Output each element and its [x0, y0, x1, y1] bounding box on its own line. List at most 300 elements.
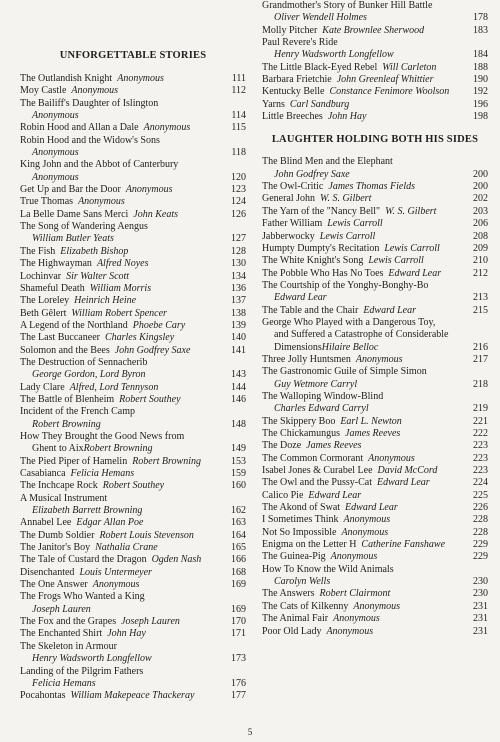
toc-entry-line [20, 258, 246, 270]
toc-entry-line [262, 169, 488, 181]
entry-page-number: 136 [231, 282, 246, 294]
toc-entry-line [20, 308, 246, 320]
entry-page-number: 198 [473, 111, 488, 123]
entry-title: The Bailiff's Daughter of Islington [20, 97, 159, 109]
entry-author: Anonymous [92, 579, 140, 591]
entry-author: Constance Fenimore Woolson [329, 86, 450, 98]
entry-page-number: 221 [473, 415, 488, 427]
entry-page-number: 183 [473, 24, 488, 36]
entry-page-number: 208 [473, 230, 488, 242]
toc-entry-line [20, 172, 246, 184]
entry-title: The Animal Fair [262, 613, 329, 625]
entry-title: Little Breeches [262, 111, 323, 123]
toc-entry-line [20, 135, 246, 147]
toc-entry-line [20, 233, 246, 245]
entry-title: Humpty Dumpty's Recitation [262, 242, 380, 254]
entry-author: Anonymous [32, 171, 79, 183]
entry-author: Charles Kingsley [104, 332, 175, 344]
entry-title: Father William [262, 218, 323, 230]
entry-page-number: 230 [473, 576, 488, 588]
toc-entry-line [20, 159, 246, 171]
entry-title: Disenchanted [20, 566, 75, 578]
entry-author: Henry Wadsworth Longfellow [274, 49, 394, 61]
entry-page-number: 217 [473, 353, 488, 365]
toc-entry-line [262, 317, 488, 329]
toc-entry-line [262, 280, 488, 292]
entry-author: Henry Wadsworth Longfellow [32, 653, 152, 665]
toc-entry-line [262, 62, 488, 74]
entry-page-number: 216 [473, 341, 488, 353]
entry-page-number: 206 [473, 218, 488, 230]
entry-author: Anonymous [355, 353, 403, 365]
entry-page-number: 226 [473, 502, 488, 514]
entry-author: Anonymous [32, 110, 79, 122]
entry-page-number: 123 [231, 184, 246, 196]
entry-title: Paul Revere's Ride [262, 37, 338, 49]
entry-page-number: 200 [473, 168, 488, 180]
toc-entry-line [262, 12, 488, 24]
entry-title: How To Know the Wild Animals [262, 563, 394, 575]
toc-entry-line [262, 218, 488, 230]
entry-title: Robin Hood and Allan a Dale [20, 122, 139, 134]
section-heading-laughter: LAUGHTER HOLDING BOTH HIS SIDES [271, 134, 479, 146]
entry-page-number: 126 [231, 208, 246, 220]
entry-title: Poor Old Lady [262, 625, 322, 637]
entry-page-number: 114 [231, 110, 246, 122]
entry-title: Not So Impossible [262, 526, 337, 538]
toc-entry-line [262, 514, 488, 526]
entry-title: General John [262, 193, 316, 205]
toc-entry-line [20, 345, 246, 357]
toc-entry-line [20, 579, 246, 591]
entry-author: Anonymous [368, 452, 415, 464]
entry-page-number: 190 [473, 74, 488, 86]
entry-title: Enigma on the Letter H [262, 539, 357, 551]
toc-entry-line [262, 527, 488, 539]
toc-entry-line [262, 613, 488, 625]
entry-page-number: 120 [231, 171, 246, 183]
entry-list-continued [262, 0, 488, 123]
entry-title: I Sometimes Think [262, 514, 339, 526]
toc-entry-line [20, 690, 246, 702]
entry-title: The Little Black-Eyed Rebel [262, 61, 378, 73]
entry-author: Sir Walter Scott [66, 270, 130, 282]
toc-entry-line [20, 246, 246, 258]
toc-entry-line [262, 502, 488, 514]
entry-author: Oliver Wendell Holmes [274, 12, 367, 24]
toc-entry-line [20, 332, 246, 344]
toc-entry-line [262, 601, 488, 613]
toc-entry-line [262, 342, 488, 354]
entry-title: Three Jolly Huntsmen [262, 353, 351, 365]
toc-entry-line [262, 292, 488, 304]
entry-page-number: 128 [231, 245, 246, 257]
entry-author: Elizabeth Bishop [60, 245, 129, 257]
toc-entry-line [20, 271, 246, 283]
entry-title: The Outlandish Knight [20, 73, 113, 84]
toc-entry-line [20, 517, 246, 529]
entry-author: Anonymous [333, 613, 380, 625]
entry-title: Yarns [262, 98, 285, 110]
toc-entry-line [20, 221, 246, 233]
entry-author: Robert Southey [102, 480, 165, 492]
entry-page-number: 170 [231, 616, 246, 628]
section-heading-unforgettable: UNFORGETTABLE STORIES [59, 50, 207, 61]
entry-page-number: 149 [231, 443, 246, 455]
entry-author: Robert Browning [83, 443, 153, 455]
entry-page-number: 138 [231, 307, 246, 319]
entry-page-number: 228 [473, 514, 488, 526]
toc-entry-line [262, 465, 488, 477]
toc-entry-line [262, 243, 488, 255]
toc-entry-line [262, 86, 488, 98]
entry-author: Robert Southey [119, 393, 181, 405]
entry-page-number: 159 [231, 468, 246, 479]
entry-author: Joseph Lauren [32, 603, 91, 615]
toc-entry-line [20, 406, 246, 418]
entry-page-number: 112 [231, 85, 246, 97]
entry-author: Anonymous [32, 147, 79, 159]
entry-page-number: 164 [231, 529, 246, 541]
entry-title: Barbara Frietchie [262, 74, 332, 86]
entry-author: Robert Louis Stevenson [99, 529, 194, 541]
entry-title: The Tale of Custard the Dragon [20, 554, 147, 566]
entry-page-number: 223 [473, 452, 488, 464]
entry-page-number: 163 [231, 517, 246, 529]
entry-author: David McCord [377, 465, 438, 477]
entry-author: Catherine Fanshawe [361, 539, 446, 551]
entry-page-number: 178 [473, 12, 488, 24]
entry-page-number: 223 [473, 440, 488, 452]
entry-title: Landing of the Pilgrim Fathers [20, 665, 144, 677]
entry-title: Jabberwocky [262, 230, 315, 242]
toc-entry-line [20, 122, 246, 134]
entry-page-number: 218 [473, 378, 488, 390]
toc-entry-line [20, 604, 246, 616]
entry-title: Solomon and the Bees [20, 344, 110, 356]
entry-page-number: 224 [473, 477, 488, 489]
toc-entry-line [20, 283, 246, 295]
entry-page-number: 177 [231, 690, 246, 702]
toc-entry-line [20, 554, 246, 566]
entry-page-number: 146 [231, 393, 246, 405]
toc-entry-line [262, 576, 488, 588]
entry-page-number: 160 [231, 480, 246, 492]
entry-page-number: 139 [231, 319, 246, 331]
toc-entry-line [20, 320, 246, 332]
entry-page-number: 225 [473, 489, 488, 501]
toc-entry-line [20, 443, 246, 455]
entry-title: The Enchanted Shirt [20, 628, 103, 640]
entry-author: Edward Lear [308, 489, 362, 501]
entry-author: Carl Sandburg [289, 98, 350, 110]
toc-entry-line [262, 329, 488, 341]
entry-title: Lady Clare [20, 381, 65, 393]
entry-title: How They Brought the Good News from [20, 430, 185, 442]
entry-author: Anonymous [326, 625, 374, 637]
toc-entry-line [20, 493, 246, 505]
entry-author: James Thomas Fields [328, 181, 416, 193]
entry-title: Casabianca [20, 468, 66, 479]
entry-page-number: 169 [231, 603, 246, 615]
toc-entry-line [262, 37, 488, 49]
toc-entry-line [20, 641, 246, 653]
toc-entry-line [262, 391, 488, 403]
entry-title: The Pied Piper of Hamelin [20, 455, 128, 467]
entry-title: The Last Buccaneer [20, 332, 100, 344]
entry-title: True Thomas [20, 196, 74, 208]
entry-author: Edgar Allan Poe [76, 517, 144, 529]
entry-author: Anonymous [117, 73, 164, 84]
toc-entry-line [262, 156, 488, 168]
entry-author: Nathalia Crane [95, 542, 158, 554]
right-column [262, 0, 488, 638]
entry-page-number: 219 [473, 403, 488, 415]
entry-author: Anonymous [143, 122, 191, 134]
toc-entry-line [20, 530, 246, 542]
entry-author: Joseph Lauren [121, 616, 180, 628]
entry-page-number: 210 [473, 255, 488, 267]
toc-entry-line [20, 85, 246, 97]
entry-author: George Gordon, Lord Byron [32, 369, 146, 381]
entry-page-number: 215 [473, 304, 488, 316]
toc-entry-line [20, 98, 246, 110]
entry-page-number: 203 [473, 205, 488, 217]
entry-author: Lewis Carroll [384, 242, 440, 254]
entry-author: James Reeves [345, 428, 401, 439]
entry-author: Robert Browning [132, 455, 201, 467]
toc-entry-line [20, 456, 246, 468]
entry-page-number: 192 [473, 86, 488, 98]
entry-title: The One Answer [20, 579, 88, 591]
entry-page-number: 231 [473, 600, 488, 612]
entry-page-number: 229 [473, 551, 488, 563]
entry-title: The Fish [20, 245, 56, 257]
toc-entry-line [262, 206, 488, 218]
page-number: 5 [247, 727, 253, 737]
entry-page-number: 209 [473, 242, 488, 254]
entry-page-number: 137 [231, 295, 246, 307]
entry-page-number: 184 [473, 49, 488, 61]
entry-author: Charles Edward Carryl [274, 403, 369, 415]
toc-entry-line [20, 628, 246, 640]
entry-title: The Pobble Who Has No Toes [262, 267, 384, 279]
entry-author: Felicia Hemans [32, 677, 96, 689]
entry-author: Anonymous [341, 526, 389, 538]
entry-page-number: 229 [473, 539, 488, 551]
entry-author: Lewis Carroll [327, 218, 383, 230]
entry-title: The White Knight's Song [262, 255, 364, 267]
entry-page-number: 144 [231, 381, 246, 393]
toc-entry-line [20, 591, 246, 603]
entry-title: The Courtship of the Yonghy-Bonghy-Bo [262, 279, 429, 291]
toc-entry-line [262, 490, 488, 502]
entry-page-number: 230 [473, 588, 488, 600]
toc-entry-line [20, 196, 246, 208]
entry-title: Molly Pitcher [262, 24, 318, 36]
entry-page-number: 200 [473, 181, 488, 193]
entry-title: The Battle of Blenheim [20, 393, 115, 405]
toc-entry-line [20, 419, 246, 431]
entry-list-unforgettable [20, 73, 246, 703]
toc-entry-line [262, 111, 488, 123]
toc-entry-line [20, 616, 246, 628]
entry-title: Robin Hood and the Widow's Sons [20, 134, 160, 146]
entry-title: The Guinea-Pig [262, 551, 326, 563]
toc-entry-line [262, 49, 488, 61]
entry-title: The Answers [262, 588, 315, 600]
entry-author: John Keats [133, 208, 179, 220]
entry-author: Anonymous [353, 600, 401, 612]
entry-title: The Skeleton in Armour [20, 640, 117, 652]
entry-author: Anonymous [125, 184, 173, 196]
entry-title: The Highwayman [20, 258, 92, 270]
entry-author: Phoebe Cary [132, 319, 186, 331]
entry-author: William Butler Yeats [32, 233, 114, 245]
entry-title: Isabel Jones & Curabel Lee [262, 465, 373, 477]
entry-author: Robert Clairmont [319, 588, 391, 600]
entry-title: George Who Played with a Dangerous Toy, [262, 316, 436, 328]
entry-author: William Makepeace Thackeray [70, 690, 195, 702]
toc-entry-line [20, 567, 246, 579]
entry-list-laughter [262, 156, 488, 637]
entry-page-number: 202 [473, 193, 488, 205]
toc-entry-line [262, 403, 488, 415]
entry-page-number: 222 [473, 428, 488, 439]
entry-page-number: 213 [473, 292, 488, 304]
toc-entry-line [262, 181, 488, 193]
toc-entry-line [20, 357, 246, 369]
entry-title: Kentucky Belle [262, 86, 325, 98]
entry-page-number: 196 [473, 98, 488, 110]
entry-author: John Godfrey Saxe [114, 344, 191, 356]
entry-page-number: 111 [231, 73, 246, 84]
entry-author: Anonymous [78, 196, 125, 208]
toc-entry-line [262, 477, 488, 489]
toc-entry-line [20, 480, 246, 492]
entry-title: Annabel Lee [20, 517, 72, 529]
entry-author: Louis Untermeyer [79, 566, 152, 578]
entry-author: Edward Lear [363, 304, 417, 316]
entry-title: A Legend of the Northland [20, 319, 128, 331]
entry-title: The Table and the Chair [262, 304, 359, 316]
entry-title: The Yarn of the "Nancy Bell" [262, 205, 381, 217]
toc-entry-line [20, 431, 246, 443]
entry-page-number: 171 [231, 628, 246, 640]
entry-page-number: 188 [473, 61, 488, 73]
entry-author: Lewis Carroll [368, 255, 424, 267]
entry-title: and Suffered a Catastrophe of Considerable [274, 329, 449, 341]
entry-author: Earl L. Newton [340, 415, 402, 427]
entry-page-number: 127 [231, 233, 246, 245]
entry-page-number: 124 [231, 196, 246, 208]
entry-page-number: 231 [473, 613, 488, 625]
entry-page-number: 153 [231, 455, 246, 467]
entry-author: John Hay [327, 111, 367, 123]
entry-title: Calico Pie [262, 489, 304, 501]
entry-title: Dimensions [274, 341, 322, 353]
entry-page-number: 141 [231, 344, 246, 356]
toc-entry-line [20, 110, 246, 122]
toc-entry-line [262, 453, 488, 465]
toc-entry-line [20, 542, 246, 554]
entry-page-number: 166 [231, 554, 246, 566]
toc-entry-line [262, 588, 488, 600]
entry-title: Beth Gêlert [20, 307, 67, 319]
entry-author: Heinrich Heine [74, 295, 137, 307]
entry-author: Alfred Noyes [96, 258, 149, 270]
entry-author: William Morris [89, 282, 152, 294]
entry-title: The Fox and the Grapes [20, 616, 117, 628]
toc-entry-line [262, 231, 488, 243]
toc-entry-line [262, 564, 488, 576]
entry-page-number: 148 [231, 418, 246, 430]
entry-title: The Skippery Boo [262, 415, 336, 427]
entry-title: Grandmother's Story of Bunker Hill Battle [262, 0, 433, 11]
entry-page-number: 228 [473, 526, 488, 538]
toc-entry-line [20, 382, 246, 394]
entry-author: Hilaire Belloc [321, 341, 379, 353]
entry-author: John Greenleaf Whittier [336, 74, 434, 86]
entry-author: Anonymous [343, 514, 391, 526]
entry-title: The Gastronomic Guile of Simple Simon [262, 366, 427, 378]
toc-entry-line [20, 369, 246, 381]
toc-entry-line [20, 468, 246, 480]
toc-entry-line [262, 626, 488, 638]
entry-author: Edward Lear [377, 477, 430, 489]
left-column [20, 0, 246, 703]
toc-entry-line [262, 379, 488, 391]
toc-entry-line [20, 505, 246, 517]
entry-title: Get Up and Bar the Door [20, 184, 121, 196]
entry-title: The Akond of Swat [262, 502, 341, 514]
entry-author: John Hay [107, 628, 146, 640]
toc-entry-line [20, 209, 246, 221]
entry-title: Pocahontas [20, 690, 66, 702]
entry-author: Will Carleton [382, 61, 437, 73]
entry-author: James Reeves [306, 440, 362, 452]
toc-entry-line [20, 73, 246, 85]
toc-entry-line [262, 74, 488, 86]
entry-page-number: 231 [473, 625, 488, 637]
entry-author: John Godfrey Saxe [274, 168, 350, 180]
entry-title: Incident of the French Camp [20, 406, 135, 418]
toc-entry-line [20, 184, 246, 196]
toc-entry-line [20, 394, 246, 406]
toc-entry-line [20, 147, 246, 159]
entry-page-number: 223 [473, 465, 488, 477]
entry-author: Robert Browning [32, 418, 101, 430]
toc-entry-line [20, 678, 246, 690]
toc-entry-line [262, 0, 488, 12]
entry-page-number: 168 [231, 566, 246, 578]
entry-page-number: 118 [231, 147, 246, 159]
entry-title: The Chickamungus [262, 428, 341, 439]
entry-title: Ghent to Aix [32, 443, 84, 455]
toc-entry-line [262, 440, 488, 452]
toc-entry-line [262, 428, 488, 440]
entry-author: W. S. Gilbert [385, 205, 437, 217]
entry-title: The Song of Wandering Aengus [20, 221, 148, 233]
entry-title: The Cats of Kilkenny [262, 600, 349, 612]
toc-entry-line [262, 366, 488, 378]
entry-author: Felicia Hemans [70, 468, 135, 479]
entry-title: The Common Cormorant [262, 452, 364, 464]
entry-author: Elizabeth Barrett Browning [32, 505, 143, 517]
toc-entry-line [262, 193, 488, 205]
entry-page-number: 143 [231, 369, 246, 381]
entry-author: Edward Lear [388, 267, 442, 279]
